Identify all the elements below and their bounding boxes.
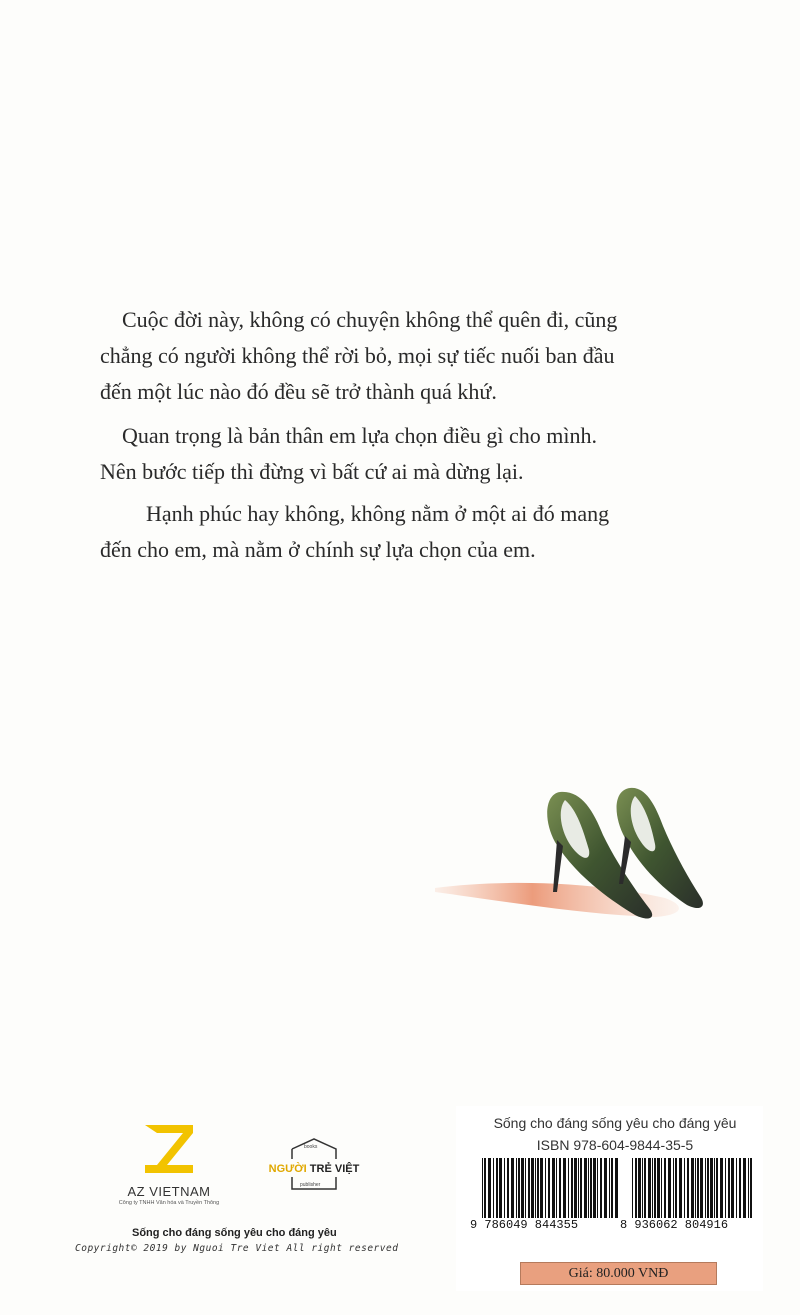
barcode-bar — [638, 1158, 641, 1218]
nguoi-tre-viet-logo — [256, 1135, 372, 1195]
ean-barcode-number: 8 936062 804916 — [620, 1218, 729, 1232]
barcode-bar — [571, 1158, 573, 1218]
isbn-barcode — [482, 1158, 620, 1218]
barcode-bar — [648, 1158, 651, 1218]
barcode-bar — [556, 1158, 557, 1218]
high-heels-illustration — [435, 780, 710, 940]
barcode-bar — [748, 1158, 749, 1218]
barcode-bar — [731, 1158, 734, 1218]
barcode-bar — [728, 1158, 730, 1218]
text-line: chẳng có người không thể rời bỏ, mọi sự tiếc nuối ban đầu — [100, 343, 615, 368]
publisher-label: publisher — [300, 1182, 321, 1188]
barcode-bar — [496, 1158, 498, 1218]
barcode-bar — [518, 1158, 520, 1218]
barcode-bar — [632, 1158, 633, 1218]
paragraph-3 — [100, 496, 620, 568]
barcode-bar — [710, 1158, 713, 1218]
barcode-bar — [675, 1158, 677, 1218]
text-line: Nên bước tiếp thì đừng vì bất cứ ai mà dừng lại. — [100, 459, 524, 484]
paragraph-2 — [100, 418, 620, 490]
barcode-bar — [725, 1158, 726, 1218]
barcode-bar — [578, 1158, 579, 1218]
barcode-bar — [750, 1158, 752, 1218]
barcode-bar — [654, 1158, 656, 1218]
barcode-bar — [484, 1158, 486, 1218]
barcode-bar — [507, 1158, 509, 1218]
body-text — [100, 302, 620, 576]
barcode-bar — [504, 1158, 505, 1218]
barcode-bar — [511, 1158, 514, 1218]
barcode-bar — [691, 1158, 694, 1218]
barcode-bar — [525, 1158, 526, 1218]
barcode-bar — [687, 1158, 689, 1218]
barcode-bar — [720, 1158, 723, 1218]
barcode-bar — [657, 1158, 660, 1218]
barcode-bar — [697, 1158, 699, 1218]
brand-part-b: TRẺ VIỆT — [306, 1163, 360, 1175]
barcode-bar — [695, 1158, 696, 1218]
barcode-bar — [661, 1158, 662, 1218]
barcode-bar — [609, 1158, 610, 1218]
nguoi-tre-viet-name — [256, 1163, 372, 1175]
brand-part-a: NGƯỜI — [268, 1163, 307, 1175]
barcode-bar — [679, 1158, 682, 1218]
barcode-bar — [574, 1158, 577, 1218]
barcode-bar — [673, 1158, 674, 1218]
ean-barcode — [632, 1158, 752, 1218]
barcode-bar — [743, 1158, 746, 1218]
barcode-bar — [568, 1158, 569, 1218]
barcode-bar — [684, 1158, 685, 1218]
price-label: Giá: 80.000 VNĐ — [520, 1262, 717, 1285]
barcode-bar — [531, 1158, 534, 1218]
barcode-bar — [540, 1158, 543, 1218]
barcode-bar — [559, 1158, 561, 1218]
barcode-bar — [535, 1158, 536, 1218]
barcode-bar — [499, 1158, 502, 1218]
barcode-bar — [488, 1158, 491, 1218]
barcode-bar — [644, 1158, 646, 1218]
isbn-barcode-number: 9 786049 844355 — [470, 1218, 579, 1232]
isbn-text: ISBN 978-604-9844-35-5 — [536, 1137, 694, 1153]
barcode-bar — [528, 1158, 530, 1218]
barcode-bar — [611, 1158, 613, 1218]
barcode-bar — [600, 1158, 602, 1218]
text-line: đến cho em, mà nằm ở chính sự lựa chọn của em. — [100, 537, 536, 562]
barcode-bar — [521, 1158, 524, 1218]
barcode-bar — [597, 1158, 598, 1218]
barcode-book-title: Sống cho đáng sống yêu cho đáng yêu — [493, 1115, 737, 1131]
barcode-bar — [516, 1158, 517, 1218]
barcode-bar — [668, 1158, 671, 1218]
paragraph-1 — [100, 302, 620, 410]
barcode-bar — [615, 1158, 618, 1218]
text-line: Cuộc đời này, không có chuyện không thể quên đi, cũng — [122, 307, 618, 332]
text-line: Quan trọng là bản thân em lựa chọn điều gì cho mình. — [122, 423, 598, 448]
barcode-bar — [482, 1158, 483, 1218]
barcode-bar — [739, 1158, 741, 1218]
az-vietnam-name: AZ VIETNAM — [127, 1184, 211, 1199]
barcode-bar — [604, 1158, 607, 1218]
barcode-bar — [590, 1158, 592, 1218]
barcode-bar — [493, 1158, 494, 1218]
text-line: đến một lúc nào đó đều sẽ trở thành quá khứ. — [100, 379, 497, 404]
barcode-bar — [584, 1158, 587, 1218]
barcode-bar — [707, 1158, 709, 1218]
barcode-bar — [642, 1158, 643, 1218]
barcode-bar — [563, 1158, 566, 1218]
barcode-bar — [714, 1158, 715, 1218]
barcode-bar — [593, 1158, 596, 1218]
barcode-bar — [548, 1158, 550, 1218]
barcode-bar — [580, 1158, 582, 1218]
az-vietnam-subtitle: Công ty TNHH Văn hóa và Truyền Thông — [118, 1200, 220, 1206]
footer-book-title: Sống cho đáng sống yêu cho đáng yêu — [132, 1227, 337, 1239]
barcode-bar — [537, 1158, 539, 1218]
text-line: Hạnh phúc hay không, không nằm ở một ai đó mang — [146, 501, 610, 526]
barcode-bar — [716, 1158, 718, 1218]
barcode-bar — [736, 1158, 737, 1218]
barcode-bar — [652, 1158, 653, 1218]
barcode-bar — [635, 1158, 637, 1218]
az-logo-icon — [143, 1125, 195, 1173]
books-label: books — [304, 1144, 318, 1150]
barcode-bar — [552, 1158, 555, 1218]
barcode-bar — [588, 1158, 589, 1218]
barcode-bar — [664, 1158, 666, 1218]
az-vietnam-logo — [114, 1125, 224, 1206]
barcode-bar — [700, 1158, 703, 1218]
barcode-bar — [545, 1158, 546, 1218]
barcode-bar — [705, 1158, 706, 1218]
copyright-notice: Copyright© 2019 by Nguoi Tre Viet All right reserved — [75, 1243, 399, 1254]
